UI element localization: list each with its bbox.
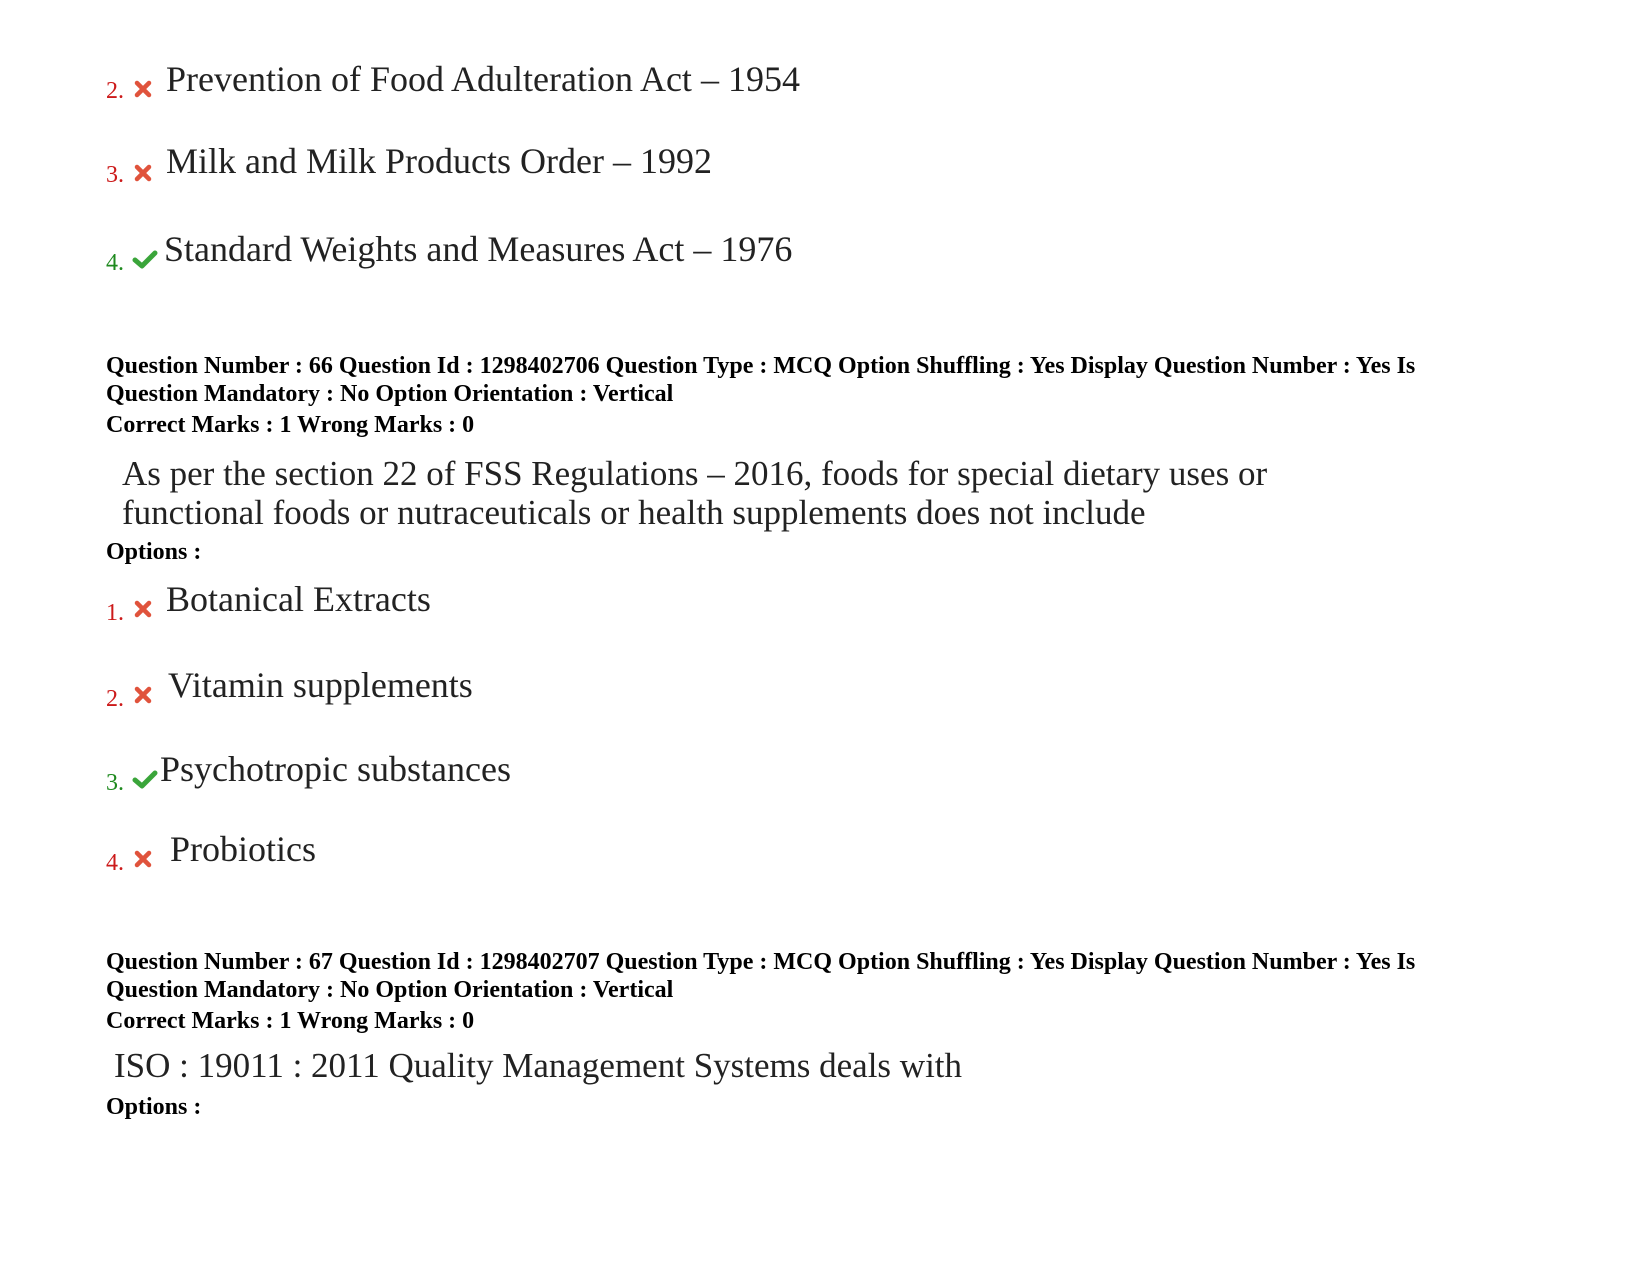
question-meta xyxy=(106,352,1556,408)
option-text: Standard Weights and Measures Act – 1976 xyxy=(164,229,793,269)
option-text: Psychotropic substances xyxy=(160,749,511,789)
option-row xyxy=(106,58,1006,118)
question-meta-line2: Question Mandatory : No Option Orientation : Vertical xyxy=(106,977,674,1003)
option-number: 3. xyxy=(106,162,124,188)
option-text: Prevention of Food Adulteration Act – 1954 xyxy=(166,59,800,99)
option-number: 2. xyxy=(106,686,124,712)
option-text: Milk and Milk Products Order – 1992 xyxy=(166,141,712,181)
option-number: 3. xyxy=(106,770,124,796)
option-number: 1. xyxy=(106,600,124,626)
option-text: Probiotics xyxy=(170,829,317,869)
question-meta-line1: Question Number : 66 Question Id : 1298402706 Question Type : MCQ Option Shuffling : Yes Display Question Number : Yes Is xyxy=(106,353,1416,379)
question-marks: Correct Marks : 1 Wrong Marks : 0 xyxy=(106,412,475,438)
question-marks: Correct Marks : 1 Wrong Marks : 0 xyxy=(106,1008,475,1034)
question-text xyxy=(122,454,1267,532)
option-text: Vitamin supplements xyxy=(168,665,473,705)
question-text-line1: ISO : 19011 : 2011 Quality Management Systems deals with xyxy=(114,1046,963,1085)
question-text-line1: As per the section 22 of FSS Regulations – 2016, foods for special dietary uses or xyxy=(122,454,1268,493)
cross-icon xyxy=(132,598,154,620)
question-text xyxy=(114,1046,962,1085)
check-icon xyxy=(132,248,158,270)
question-text-line2: functional foods or nutraceuticals or health supplements does not include xyxy=(122,493,1146,532)
check-icon xyxy=(132,768,158,790)
cross-icon xyxy=(132,78,154,100)
option-number: 4. xyxy=(106,250,124,276)
options-label: Options : xyxy=(106,539,202,565)
option-row xyxy=(106,140,1006,200)
option-row xyxy=(106,828,1006,888)
option-number: 4. xyxy=(106,850,124,876)
option-text: Botanical Extracts xyxy=(166,579,431,619)
option-row xyxy=(106,748,1006,808)
cross-icon xyxy=(132,848,154,870)
option-number: 2. xyxy=(106,78,124,104)
question-meta-line1: Question Number : 67 Question Id : 1298402707 Question Type : MCQ Option Shuffling : Yes Display Question Number : Yes Is xyxy=(106,949,1416,975)
question-meta-line2: Question Mandatory : No Option Orientation : Vertical xyxy=(106,381,674,407)
question-meta xyxy=(106,948,1556,1004)
option-row xyxy=(106,578,1006,638)
options-label: Options : xyxy=(106,1094,202,1120)
cross-icon xyxy=(132,162,154,184)
option-row xyxy=(106,228,1006,288)
cross-icon xyxy=(132,684,154,706)
option-row xyxy=(106,664,1006,724)
